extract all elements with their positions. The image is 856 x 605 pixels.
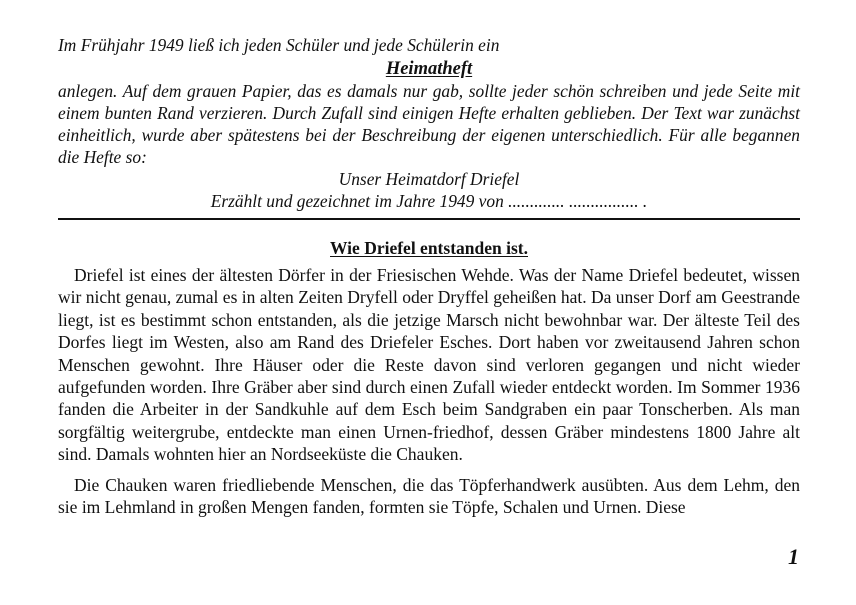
document-page bbox=[58, 34, 800, 518]
section-title-text: Wie Driefel entstanden ist. bbox=[330, 238, 528, 258]
section-title bbox=[58, 237, 800, 259]
heading-line-2: Erzählt und gezeichnet im Jahre 1949 von ............. ................ . bbox=[210, 191, 648, 211]
intro-paragraph: anlegen. Auf dem grauen Papier, das es damals nur gab, sollte jeder schön schreiben und jede Seite mit einem bunten Rand verzieren. Durch Zufall sind einigen Hefte erhalten geblieben. Der Text war zunächst einheitlich, wurde aber spätestens bei der Beschreibung der eigenen unterschiedlich. Für alle begannen die Hefte so: bbox=[58, 81, 800, 167]
intro-line: Im Frühjahr 1949 ließ ich jeden Schüler und jede Schülerin ein bbox=[58, 35, 500, 55]
heimatheft-title bbox=[58, 58, 800, 80]
body-paragraph-1: Driefel ist eines der ältesten Dörfer in der Friesischen Wehde. Was der Name Driefel bedeutet, wissen wir nicht genau, zumal es in alten Zeiten Dryfell oder Dryffel geheißen hat. Da unser Dorf am Geestrande liegt, ist es bestimmt schon entstanden, als die jetzige Marsch nicht bewohnbar war. Der älteste Teil des Dorfes liegt im Westen, also am Rand des Driefeler Esches. Dort haben vor zweitausend Jahren schon Menschen gewohnt. Ihre Häuser oder die Reste davon sind verloren gegangen und nicht wieder aufgefunden worden. Ihre Gräber aber sind durch einen Zufall wieder entdeckt worden. Im Sommer 1936 fanden die Arbeiter in der Sandkuhle auf dem Esch beim Sandgraben ein paar Tonscherben. Als man sorgfältig weitergrube, entdeckte man einen Urnen-friedhof, dessen Gräber mindestens 1800 Jahre alt sind. Damals wohnten hier an Nordseeküste die Chauken. bbox=[58, 265, 800, 465]
heading-line-1: Unser Heimatdorf Driefel bbox=[338, 169, 520, 189]
body-paragraph-2: Die Chauken waren friedliebende Menschen, die das Töpferhandwerk ausübten. Aus dem Lehm, den sie im Lehmland in großen Mengen fanden, formten sie Töpfe, Schalen und Urnen. Diese bbox=[58, 474, 800, 518]
horizontal-rule bbox=[58, 218, 800, 220]
page-number: 1 bbox=[788, 544, 799, 569]
heimatheft-title-text: Heimatheft bbox=[385, 59, 473, 79]
